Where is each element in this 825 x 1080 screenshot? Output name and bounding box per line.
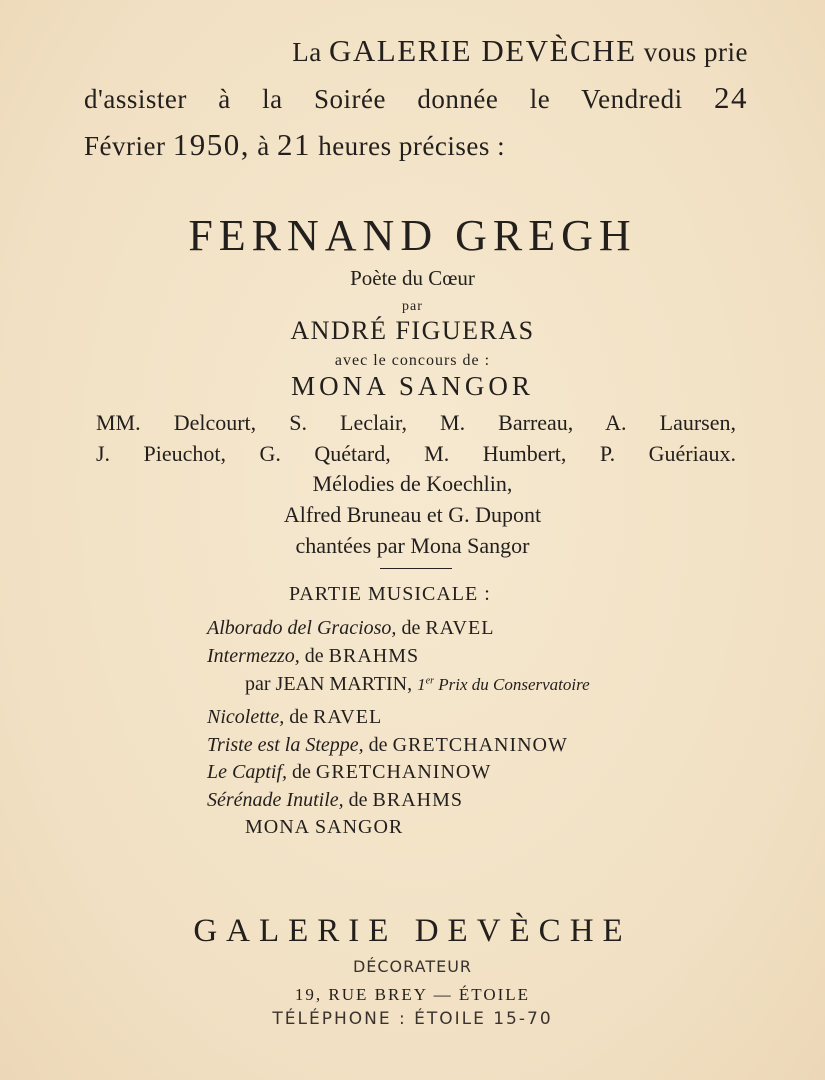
invitation-line-1 bbox=[84, 28, 748, 75]
concours-label: avec le concours de : bbox=[334, 352, 491, 369]
prize-ordinal: er bbox=[425, 675, 434, 687]
presenter-name: ANDRÉ FIGUERAS bbox=[290, 316, 535, 345]
footer-gallery-name: GALERIE DEVÈCHE bbox=[193, 913, 632, 949]
invitation-la: La bbox=[292, 37, 322, 67]
performers-line-1: MM. Delcourt, S. Leclair, M. Barreau, A. Laursen, bbox=[96, 410, 736, 435]
invitation-year: 1950, bbox=[172, 127, 250, 162]
program-item bbox=[207, 645, 419, 668]
invitation-a: à bbox=[257, 131, 270, 161]
performers-line-2: J. Pieuchot, G. Quétard, M. Humbert, P. Guériaux. bbox=[96, 441, 736, 466]
piece-composer: GRETCHANINOW bbox=[315, 761, 492, 783]
program-item bbox=[207, 761, 491, 784]
melodies-line-1: Mélodies de Koechlin, bbox=[312, 471, 513, 496]
piece-de: de bbox=[292, 761, 311, 783]
piece-composer: RAVEL bbox=[313, 706, 383, 728]
invitation-hour: 21 bbox=[276, 127, 311, 162]
piece-title: Intermezzo, bbox=[207, 645, 300, 667]
program-item bbox=[207, 617, 494, 640]
poet-name: FERNAND GREGH bbox=[188, 211, 637, 260]
prize-text: Prix du Conservatoire bbox=[438, 675, 590, 694]
pianist-par: par bbox=[245, 673, 271, 695]
piece-composer: BRAHMS bbox=[372, 789, 463, 811]
pianist-prize bbox=[417, 675, 590, 694]
piece-composer: RAVEL bbox=[425, 617, 495, 639]
footer-role: DÉCORATEUR bbox=[352, 957, 473, 976]
footer-phone: TÉLÉPHONE : ÉTOILE 15-70 bbox=[272, 1009, 553, 1029]
prize-number: 1 bbox=[417, 675, 426, 694]
piece-de: de bbox=[289, 706, 309, 728]
singer-name: MONA SANGOR bbox=[291, 371, 534, 401]
invitation-assister: d'assister à la Soirée donnée le Vendredi bbox=[84, 84, 683, 114]
invitation-text bbox=[84, 28, 748, 169]
par-label: par bbox=[402, 299, 423, 314]
piece-title: Le Captif, bbox=[207, 761, 288, 783]
invitation-line-2 bbox=[84, 75, 748, 122]
piece-de: de bbox=[401, 617, 421, 639]
musical-heading: PARTIE MUSICALE : bbox=[289, 583, 491, 605]
piece-de: de bbox=[304, 645, 324, 667]
melodies-line-3: chantées par Mona Sangor bbox=[295, 533, 530, 558]
piece-title: Triste est la Steppe, bbox=[207, 734, 364, 756]
invitation-gallery-name: GALERIE DEVÈCHE bbox=[329, 33, 637, 68]
poet-subtitle: Poète du Cœur bbox=[350, 266, 475, 290]
invitation-heures: heures précises : bbox=[318, 131, 506, 161]
melodies-line-2: Alfred Bruneau et G. Dupont bbox=[283, 502, 542, 527]
invitation-month: Février bbox=[84, 131, 166, 161]
program-item bbox=[207, 706, 382, 729]
invitation-day: 24 bbox=[714, 80, 749, 115]
program-item bbox=[207, 734, 568, 757]
piece-de: de bbox=[348, 789, 368, 811]
pianist-credit bbox=[245, 673, 590, 696]
piece-composer: GRETCHANINOW bbox=[392, 734, 568, 756]
singer-credit: MONA SANGOR bbox=[245, 816, 404, 838]
invitation-vous-prie: vous prie bbox=[643, 37, 748, 67]
piece-title: Sérénade Inutile, bbox=[207, 789, 344, 811]
piece-de: de bbox=[368, 734, 388, 756]
invitation-line-3 bbox=[84, 122, 748, 169]
footer-address: 19, RUE BREY — ÉTOILE bbox=[294, 985, 531, 1004]
divider bbox=[380, 568, 452, 569]
piece-composer: BRAHMS bbox=[328, 645, 420, 667]
pianist-name: JEAN MARTIN, bbox=[275, 673, 413, 695]
piece-title: Nicolette, bbox=[207, 706, 285, 728]
program-item bbox=[207, 789, 463, 812]
piece-title: Alborado del Gracioso, bbox=[207, 617, 397, 639]
